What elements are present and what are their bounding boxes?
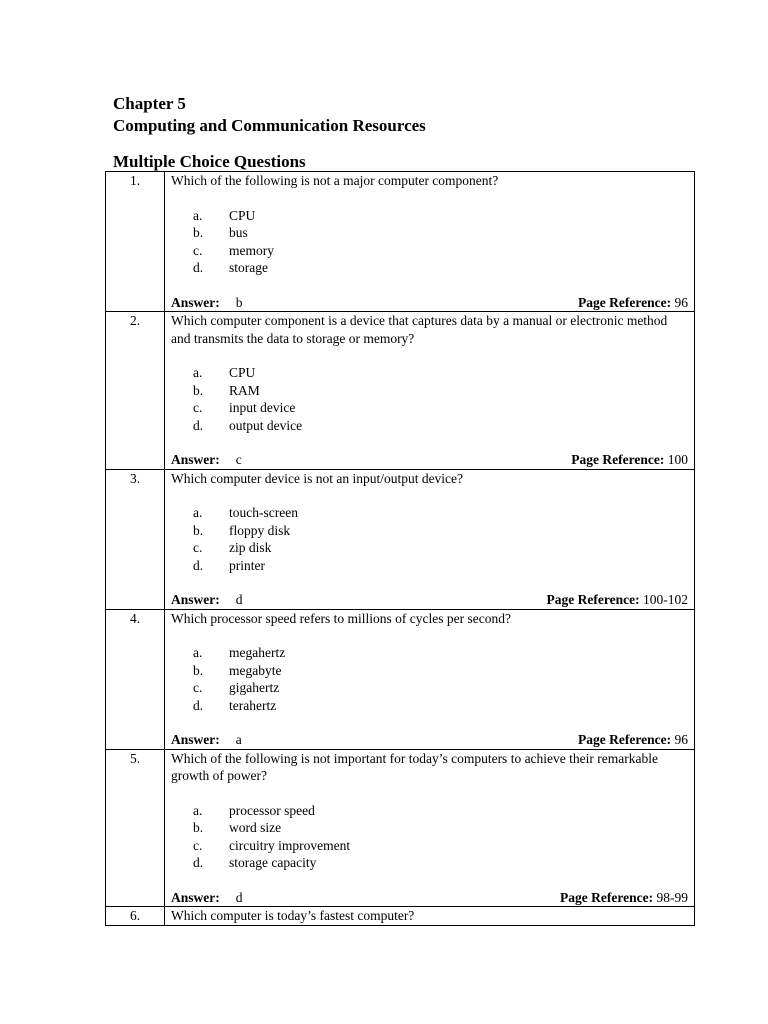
question-row-6 — [106, 907, 695, 926]
option-text: printer — [229, 557, 265, 573]
option-item — [171, 819, 688, 837]
question-cell — [165, 749, 695, 907]
option-list — [171, 207, 688, 277]
answer-label: Answer: — [171, 452, 220, 467]
option-letter: c. — [193, 837, 203, 853]
option-item — [171, 399, 688, 417]
option-letter: c. — [193, 242, 203, 258]
option-text: circuitry improvement — [229, 837, 351, 853]
option-item — [171, 644, 688, 662]
question-cell — [165, 312, 695, 470]
option-letter: a. — [193, 207, 203, 223]
question-number: 1. — [106, 172, 165, 312]
option-item — [171, 854, 688, 872]
option-item — [171, 802, 688, 820]
option-letter: d. — [193, 417, 204, 433]
option-text: megahertz — [229, 645, 286, 660]
answer-line — [171, 451, 688, 469]
page-reference-label: Page Reference: — [578, 294, 672, 310]
answer-label: Answer: — [171, 592, 220, 607]
question-number: 6. — [106, 907, 165, 926]
option-letter: a. — [193, 802, 203, 818]
option-text: touch-screen — [229, 505, 298, 520]
page-reference-label: Page Reference: — [560, 889, 654, 905]
questions-table — [105, 171, 695, 926]
answer-line — [171, 731, 688, 749]
question-cell — [165, 172, 695, 312]
option-text: word size — [229, 820, 282, 835]
question-text: Which processor speed refers to millions of cycles per second? — [171, 610, 512, 626]
option-list — [171, 644, 688, 714]
option-item — [171, 224, 688, 242]
option-list — [171, 504, 688, 574]
option-item — [171, 697, 688, 715]
question-text: Which of the following is not important for today’s computers to achieve their remarkable growth of power? — [171, 750, 658, 783]
option-item — [171, 364, 688, 382]
question-text: Which computer is today’s fastest computer? — [171, 908, 415, 923]
option-item — [171, 504, 688, 522]
page-reference-value: 96 — [674, 732, 688, 747]
option-letter: a. — [193, 505, 203, 520]
question-cell — [165, 469, 695, 609]
answer-label: Answer: — [171, 294, 220, 310]
option-text: storage — [229, 260, 268, 275]
option-text: terahertz — [229, 697, 277, 713]
answer-label: Answer: — [171, 732, 220, 747]
option-list — [171, 802, 688, 872]
option-text: storage capacity — [229, 855, 317, 870]
chapter-title: Computing and Communication Resources — [113, 116, 426, 135]
option-list — [171, 364, 688, 434]
option-letter: c. — [193, 400, 203, 415]
option-letter: b. — [193, 225, 204, 240]
option-text: floppy disk — [229, 522, 291, 538]
option-text: processor speed — [229, 802, 315, 818]
option-letter: b. — [193, 820, 204, 835]
question-cell — [165, 907, 695, 926]
option-letter: d. — [193, 557, 204, 573]
question-number: 2. — [106, 312, 165, 470]
answer-value: a — [235, 732, 242, 747]
page-reference-label: Page Reference: — [546, 592, 640, 607]
option-item — [171, 539, 688, 557]
question-row-2 — [106, 312, 695, 470]
option-letter: a. — [193, 645, 203, 660]
option-letter: c. — [193, 540, 203, 555]
answer-value: b — [235, 294, 243, 310]
option-item — [171, 242, 688, 260]
page-reference-value: 100 — [667, 452, 688, 467]
option-letter: d. — [193, 697, 204, 713]
answer-label: Answer: — [171, 889, 220, 905]
question-row-5 — [106, 749, 695, 907]
question-row-3 — [106, 469, 695, 609]
question-cell — [165, 609, 695, 749]
question-row-1 — [106, 172, 695, 312]
option-text: bus — [229, 225, 248, 240]
option-text: RAM — [229, 382, 260, 398]
option-text: megabyte — [229, 662, 282, 678]
chapter-number: Chapter 5 — [113, 94, 186, 113]
page-reference-value: 96 — [674, 294, 688, 310]
option-letter: b. — [193, 382, 204, 398]
option-item — [171, 207, 688, 225]
answer-value: d — [235, 592, 243, 607]
answer-line — [171, 591, 688, 609]
option-letter: c. — [193, 680, 203, 695]
page-reference-label: Page Reference: — [571, 452, 665, 467]
page-reference-value: 100-102 — [643, 592, 688, 607]
option-item — [171, 522, 688, 540]
option-item — [171, 837, 688, 855]
option-item — [171, 259, 688, 277]
section-title: Multiple Choice Questions — [113, 152, 306, 171]
page-reference-label: Page Reference: — [578, 732, 672, 747]
option-letter: b. — [193, 522, 204, 538]
option-item — [171, 662, 688, 680]
question-row-4 — [106, 609, 695, 749]
answer-line — [171, 889, 688, 907]
option-text: output device — [229, 417, 303, 433]
option-item — [171, 382, 688, 400]
option-item — [171, 557, 688, 575]
option-text: CPU — [229, 207, 256, 223]
option-item — [171, 417, 688, 435]
question-text: Which computer component is a device that captures data by a manual or electronic method and transmits the data to storage or memory? — [171, 313, 668, 346]
answer-value: d — [235, 889, 243, 905]
question-number: 3. — [106, 469, 165, 609]
option-text: gigahertz — [229, 680, 280, 695]
option-text: CPU — [229, 365, 256, 380]
question-text: Which of the following is not a major computer component? — [171, 173, 499, 188]
option-letter: b. — [193, 662, 204, 678]
answer-line — [171, 294, 688, 312]
option-letter: d. — [193, 855, 204, 870]
question-number: 4. — [106, 609, 165, 749]
option-text: zip disk — [229, 540, 272, 555]
option-item — [171, 679, 688, 697]
option-text: input device — [229, 400, 296, 415]
answer-value: c — [235, 452, 242, 467]
option-letter: a. — [193, 365, 203, 380]
question-number: 5. — [106, 749, 165, 907]
page-reference-value: 98-99 — [656, 889, 688, 905]
option-letter: d. — [193, 260, 204, 275]
question-text: Which computer device is not an input/output device? — [171, 470, 464, 486]
option-text: memory — [229, 242, 274, 258]
